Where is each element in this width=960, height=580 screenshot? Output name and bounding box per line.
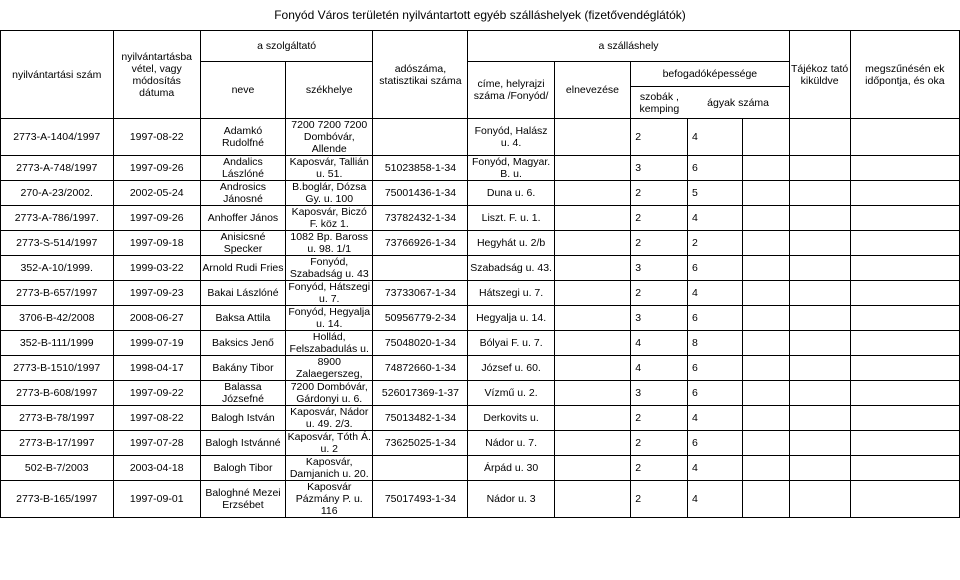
cell-szobak: 2 [631, 456, 688, 481]
cell-agyak: 4 [687, 481, 742, 518]
cell-megszunes [850, 431, 959, 456]
cell-datum: 2002-05-24 [113, 181, 200, 206]
cell-szobak: 3 [631, 156, 688, 181]
cell-tajekoztato [789, 406, 850, 431]
cell-szekhely: 7200 Dombóvár, Gárdonyi u. 6. [286, 381, 373, 406]
cell-agyak: 6 [687, 256, 742, 281]
cell-nyilvantartasi-szam: 3706-B-42/2008 [1, 306, 114, 331]
cell-adoszam [373, 119, 468, 156]
cell-cim: József u. 60. [468, 356, 554, 381]
cell-tajekoztato [789, 356, 850, 381]
cell-elnevezes [554, 381, 630, 406]
table-row [1, 381, 960, 406]
cell-neve: Balogh Tibor [200, 456, 285, 481]
cell-szobak: 2 [631, 481, 688, 518]
cell-adoszam: 526017369-1-37 [373, 381, 468, 406]
cell-datum: 1999-07-19 [113, 331, 200, 356]
cell-elnevezes [554, 406, 630, 431]
cell-szobak: 2 [631, 206, 688, 231]
cell-nyilvantartasi-szam: 270-A-23/2002. [1, 181, 114, 206]
cell-megszunes [850, 306, 959, 331]
table-row [1, 281, 960, 306]
cell-tajekoztato [789, 331, 850, 356]
cell-elnevezes [554, 181, 630, 206]
cell-megszunes [850, 231, 959, 256]
cell-empty [742, 119, 789, 156]
cell-adoszam: 75017493-1-34 [373, 481, 468, 518]
cell-szobak: 3 [631, 306, 688, 331]
cell-adoszam: 51023858-1-34 [373, 156, 468, 181]
cell-agyak: 6 [687, 381, 742, 406]
cell-cim: Vízmű u. 2. [468, 381, 554, 406]
cell-nyilvantartasi-szam: 352-A-10/1999. [1, 256, 114, 281]
cell-elnevezes [554, 306, 630, 331]
cell-neve: Anisicsné Specker [200, 231, 285, 256]
cell-adoszam: 74872660-1-34 [373, 356, 468, 381]
header-adoszam: adószáma, statisztikai száma [373, 31, 468, 119]
cell-cim: Bólyai F. u. 7. [468, 331, 554, 356]
cell-cim: Derkovits u. [468, 406, 554, 431]
cell-agyak: 8 [687, 331, 742, 356]
cell-tajekoztato [789, 206, 850, 231]
cell-cim: Liszt. F. u. 1. [468, 206, 554, 231]
cell-datum: 1999-03-22 [113, 256, 200, 281]
cell-empty [742, 181, 789, 206]
cell-empty [742, 256, 789, 281]
header-megszunes: megszűnésén ek időpontja, és oka [850, 31, 959, 119]
header-elnevezese: elnevezése [554, 62, 630, 119]
cell-neve: Baksa Attila [200, 306, 285, 331]
cell-szobak: 3 [631, 256, 688, 281]
cell-agyak: 4 [687, 119, 742, 156]
cell-szobak: 4 [631, 356, 688, 381]
cell-tajekoztato [789, 456, 850, 481]
cell-szekhely: Hollád, Felszabadulás u. [286, 331, 373, 356]
header-agyak: ágyak száma [707, 96, 770, 109]
cell-nyilvantartasi-szam: 2773-B-1510/1997 [1, 356, 114, 381]
header-nyilvantartas-datum: nyilvántartásba vétel, vagy módosítás dátuma [113, 31, 200, 119]
header-szolgaltato: a szolgáltató [200, 31, 373, 62]
cell-szekhely: B.boglár, Dózsa Gy. u. 100 [286, 181, 373, 206]
cell-elnevezes [554, 156, 630, 181]
cell-cim: Hegyhát u. 2/b [468, 231, 554, 256]
cell-tajekoztato [789, 156, 850, 181]
cell-elnevezes [554, 356, 630, 381]
cell-szekhely: Kaposvár Pázmány P. u. 116 [286, 481, 373, 518]
header-szekhelye: székhelye [286, 62, 373, 119]
cell-szekhely: Kaposvár, Tallián u. 51. [286, 156, 373, 181]
cell-elnevezes [554, 206, 630, 231]
cell-megszunes [850, 331, 959, 356]
cell-megszunes [850, 119, 959, 156]
cell-neve: Andalics Lászlóné [200, 156, 285, 181]
cell-datum: 1997-08-22 [113, 406, 200, 431]
cell-nyilvantartasi-szam: 2773-B-78/1997 [1, 406, 114, 431]
table-row [1, 481, 960, 518]
table-row [1, 431, 960, 456]
table-row [1, 331, 960, 356]
cell-neve: Bakai Lászlóné [200, 281, 285, 306]
table-row [1, 181, 960, 206]
cell-nyilvantartasi-szam: 2773-B-657/1997 [1, 281, 114, 306]
cell-megszunes [850, 206, 959, 231]
table-row [1, 119, 960, 156]
cell-szekhely: Kaposvár, Biczó F. köz 1. [286, 206, 373, 231]
cell-empty [742, 356, 789, 381]
cell-szekhely: Fonyód, Szabadság u. 43 [286, 256, 373, 281]
cell-nyilvantartasi-szam: 2773-A-748/1997 [1, 156, 114, 181]
cell-neve: Bakány Tibor [200, 356, 285, 381]
cell-cim: Szabadság u. 43. [468, 256, 554, 281]
cell-adoszam: 75013482-1-34 [373, 406, 468, 431]
cell-elnevezes [554, 431, 630, 456]
cell-tajekoztato [789, 431, 850, 456]
cell-cim: Hegyalja u. 14. [468, 306, 554, 331]
cell-adoszam: 73733067-1-34 [373, 281, 468, 306]
cell-adoszam [373, 256, 468, 281]
cell-szekhely: Fonyód, Hegyalja u. 14. [286, 306, 373, 331]
cell-cim: Hátszegi u. 7. [468, 281, 554, 306]
cell-adoszam: 73766926-1-34 [373, 231, 468, 256]
cell-megszunes [850, 156, 959, 181]
cell-cim: Nádor u. 3 [468, 481, 554, 518]
cell-nyilvantartasi-szam: 2773-B-17/1997 [1, 431, 114, 456]
cell-tajekoztato [789, 481, 850, 518]
cell-datum: 1997-09-01 [113, 481, 200, 518]
cell-datum: 1998-04-17 [113, 356, 200, 381]
cell-datum: 2008-06-27 [113, 306, 200, 331]
table-row [1, 256, 960, 281]
header-neve: neve [200, 62, 285, 119]
cell-szobak: 4 [631, 331, 688, 356]
cell-tajekoztato [789, 119, 850, 156]
cell-elnevezes [554, 231, 630, 256]
cell-tajekoztato [789, 181, 850, 206]
cell-elnevezes [554, 281, 630, 306]
cell-elnevezes [554, 119, 630, 156]
cell-nyilvantartasi-szam: 352-B-111/1999 [1, 331, 114, 356]
cell-szekhely: 1082 Bp. Baross u. 98. 1/1 [286, 231, 373, 256]
cell-datum: 2003-04-18 [113, 456, 200, 481]
cell-elnevezes [554, 481, 630, 518]
cell-cim: Fonyód, Magyar. B. u. [468, 156, 554, 181]
cell-neve: Androsics Jánosné [200, 181, 285, 206]
cell-empty [742, 381, 789, 406]
cell-cim: Nádor u. 7. [468, 431, 554, 456]
cell-agyak: 2 [687, 231, 742, 256]
cell-neve: Balogh István [200, 406, 285, 431]
cell-empty [742, 156, 789, 181]
cell-adoszam: 73782432-1-34 [373, 206, 468, 231]
table-row [1, 456, 960, 481]
cell-cim: Árpád u. 30 [468, 456, 554, 481]
cell-neve: Baksics Jenő [200, 331, 285, 356]
cell-empty [742, 456, 789, 481]
cell-nyilvantartasi-szam: 2773-S-514/1997 [1, 231, 114, 256]
cell-szekhely: Fonyód, Hátszegi u. 7. [286, 281, 373, 306]
cell-empty [742, 306, 789, 331]
cell-agyak: 6 [687, 306, 742, 331]
cell-szobak: 2 [631, 231, 688, 256]
cell-megszunes [850, 481, 959, 518]
cell-nyilvantartasi-szam: 2773-B-165/1997 [1, 481, 114, 518]
cell-szobak: 2 [631, 119, 688, 156]
cell-adoszam: 73625025-1-34 [373, 431, 468, 456]
header-szallashely: a szálláshely [468, 31, 789, 62]
table-row [1, 306, 960, 331]
cell-adoszam: 50956779-2-34 [373, 306, 468, 331]
cell-datum: 1997-09-26 [113, 156, 200, 181]
header-cime: címe, helyrajzi száma /Fonyód/ [468, 62, 554, 119]
cell-nyilvantartasi-szam: 2773-A-786/1997. [1, 206, 114, 231]
cell-megszunes [850, 181, 959, 206]
cell-szekhely: Kaposvár, Nádor u. 49. 2/3. [286, 406, 373, 431]
cell-cim: Duna u. 6. [468, 181, 554, 206]
cell-cim: Fonyód, Halász u. 4. [468, 119, 554, 156]
cell-megszunes [850, 406, 959, 431]
cell-agyak: 6 [687, 156, 742, 181]
cell-datum: 1997-09-26 [113, 206, 200, 231]
cell-szobak: 2 [631, 431, 688, 456]
cell-szobak: 3 [631, 381, 688, 406]
cell-agyak: 6 [687, 356, 742, 381]
header-befogado: befogadóképessége [631, 62, 788, 87]
cell-megszunes [850, 256, 959, 281]
cell-szobak: 2 [631, 406, 688, 431]
cell-neve: Anhoffer János [200, 206, 285, 231]
cell-tajekoztato [789, 281, 850, 306]
table-row [1, 156, 960, 181]
cell-tajekoztato [789, 381, 850, 406]
cell-agyak: 4 [687, 456, 742, 481]
cell-szobak: 2 [631, 281, 688, 306]
cell-szekhely: 7200 7200 7200 Dombóvár, Allende [286, 119, 373, 156]
cell-megszunes [850, 456, 959, 481]
header-befogado-group [631, 62, 789, 119]
page-title: Fonyód Város területén nyilvántartott egyéb szálláshelyek (fizetővendéglátók) [274, 8, 686, 22]
cell-megszunes [850, 381, 959, 406]
cell-empty [742, 431, 789, 456]
cell-adoszam [373, 456, 468, 481]
cell-datum: 1997-08-22 [113, 119, 200, 156]
table-row [1, 231, 960, 256]
cell-nyilvantartasi-szam: 2773-B-608/1997 [1, 381, 114, 406]
cell-empty [742, 481, 789, 518]
cell-agyak: 4 [687, 281, 742, 306]
cell-megszunes [850, 281, 959, 306]
cell-szekhely: Kaposvár, Tóth Á. u. 2 [286, 431, 373, 456]
table-row [1, 206, 960, 231]
cell-agyak: 6 [687, 431, 742, 456]
cell-nyilvantartasi-szam: 2773-A-1404/1997 [1, 119, 114, 156]
cell-adoszam: 75001436-1-34 [373, 181, 468, 206]
cell-tajekoztato [789, 256, 850, 281]
cell-datum: 1997-09-23 [113, 281, 200, 306]
cell-szobak: 2 [631, 181, 688, 206]
cell-elnevezes [554, 456, 630, 481]
header-szobak: szobák , kemping [639, 90, 680, 115]
cell-datum: 1997-09-22 [113, 381, 200, 406]
cell-elnevezes [554, 256, 630, 281]
lodging-table [0, 30, 960, 518]
cell-neve: Baloghné Mezei Erzsébet [200, 481, 285, 518]
cell-tajekoztato [789, 231, 850, 256]
cell-empty [742, 281, 789, 306]
table-row [1, 356, 960, 381]
cell-agyak: 4 [687, 206, 742, 231]
cell-adoszam: 75048020-1-34 [373, 331, 468, 356]
cell-datum: 1997-09-18 [113, 231, 200, 256]
cell-tajekoztato [789, 306, 850, 331]
cell-neve: Adamkó Rudolfné [200, 119, 285, 156]
cell-empty [742, 406, 789, 431]
cell-neve: Balogh Istvánné [200, 431, 285, 456]
header-nyilvantartasi-szam: nyilvántartási szám [1, 31, 114, 119]
cell-agyak: 5 [687, 181, 742, 206]
cell-agyak: 4 [687, 406, 742, 431]
cell-elnevezes [554, 331, 630, 356]
cell-megszunes [850, 356, 959, 381]
table-row [1, 406, 960, 431]
cell-neve: Arnold Rudi Fries [200, 256, 285, 281]
cell-empty [742, 206, 789, 231]
cell-szekhely: Kaposvár, Damjanich u. 20. [286, 456, 373, 481]
cell-empty [742, 331, 789, 356]
cell-datum: 1997-07-28 [113, 431, 200, 456]
cell-neve: Balassa Józsefné [200, 381, 285, 406]
cell-empty [742, 231, 789, 256]
cell-nyilvantartasi-szam: 502-B-7/2003 [1, 456, 114, 481]
header-tajekoztato: Tájékoz tató kiküldve [789, 31, 850, 119]
cell-szekhely: 8900 Zalaegerszeg, [286, 356, 373, 381]
